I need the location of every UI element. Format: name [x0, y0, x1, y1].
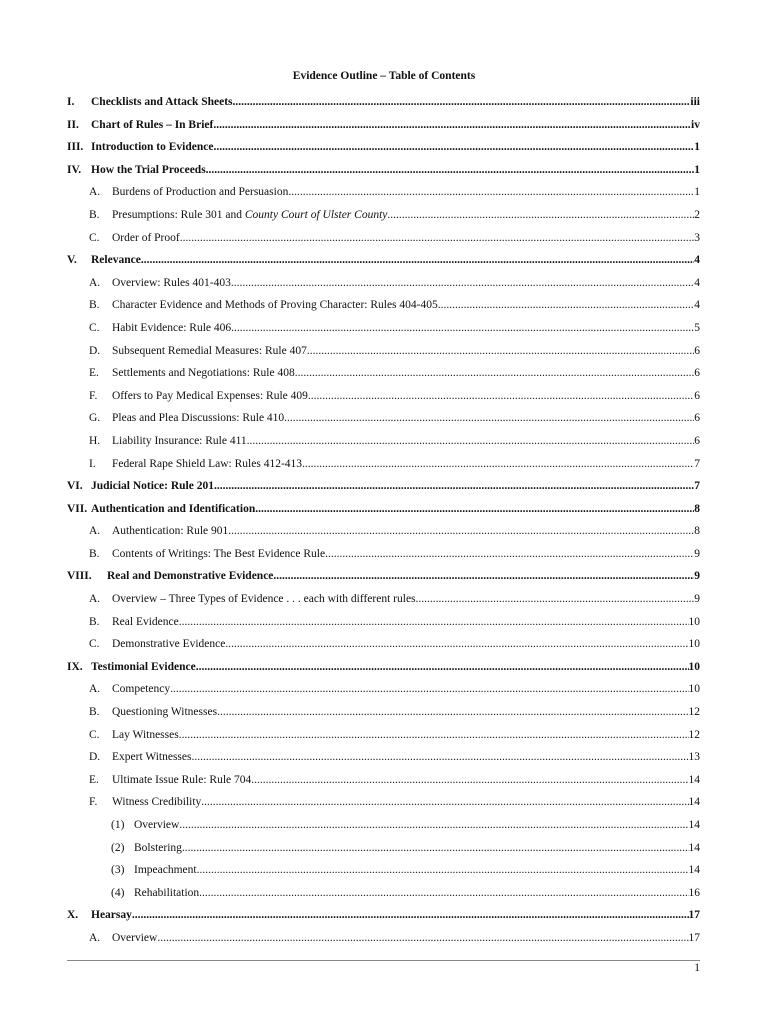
dot-leader [206, 159, 695, 182]
toc-entry-title [112, 633, 225, 656]
toc-entry-title [112, 611, 179, 634]
toc-entry-page: 4 [694, 299, 700, 312]
dot-leader [273, 565, 694, 588]
toc-entry-number: E. [89, 367, 99, 380]
toc-entry-title [112, 272, 231, 295]
dot-leader [233, 91, 691, 114]
toc-entry-title [112, 746, 192, 769]
toc-entry-page: 4 [694, 276, 700, 289]
footer-divider [67, 960, 700, 961]
dot-leader [214, 475, 694, 498]
toc-entry-title-text: Settlements and Negotiations: Rule 408 [112, 367, 295, 380]
toc-entry-number: VII. [67, 502, 88, 515]
toc-entry-title-text: How the Trial Proceeds [91, 163, 206, 176]
dot-leader [231, 272, 694, 295]
toc-entry-page: 1 [694, 186, 700, 199]
page-title: Evidence Outline – Table of Contents [292, 70, 476, 82]
toc-entry[interactable] [67, 204, 700, 227]
dot-leader [247, 430, 695, 453]
dot-leader [201, 791, 688, 814]
toc-entry-number: A. [89, 525, 101, 538]
toc-entry-number: C. [89, 638, 100, 651]
toc-entry-number: B. [89, 706, 100, 719]
toc-entry[interactable] [67, 769, 700, 792]
toc-entry-title-text: Character Evidence and Methods of Proving Character: Rules 404-405 [112, 299, 438, 312]
toc-entry-title-text: Overview: Rules 401-403 [112, 276, 231, 289]
toc-entry[interactable] [67, 520, 700, 543]
toc-entry-number: C. [89, 321, 100, 334]
toc-entry-title-text: Overview – Three Types of Evidence . . . each with different rules [112, 593, 416, 606]
toc-entry-title [112, 701, 217, 724]
toc-entry-page: 1 [694, 141, 700, 154]
toc-entry-number: A. [89, 186, 101, 199]
toc-entry-title [112, 927, 157, 950]
toc-entry-title-text: Overview [134, 819, 180, 831]
toc-entry-title-text: Checklists and Attack Sheets [91, 96, 233, 108]
toc-entry-title [91, 159, 206, 182]
toc-entry-number: C. [89, 728, 100, 741]
toc-entry-title [112, 227, 180, 250]
toc-entry-number: B. [89, 299, 100, 312]
dot-leader [179, 814, 688, 837]
toc-entry-title [112, 769, 251, 792]
toc-entry-title-text: Bolstering [134, 841, 182, 854]
toc-entry-title [112, 385, 308, 408]
toc-entry-page: 17 [688, 909, 700, 922]
toc-entry-title [112, 181, 288, 204]
toc-entry-title [91, 904, 132, 927]
toc-entry-title [112, 204, 387, 227]
toc-entry[interactable] [67, 249, 700, 272]
toc-entry[interactable] [67, 543, 700, 566]
toc-entry-number: VIII. [67, 570, 92, 583]
toc-entry[interactable] [67, 814, 700, 837]
dot-leader [182, 837, 689, 860]
toc-entry-page: 7 [694, 457, 700, 470]
toc-entry-title-text: Judicial Notice: Rule 201 [91, 480, 214, 493]
toc-entry-page: 6 [694, 344, 700, 357]
dot-leader [295, 362, 695, 385]
toc-entry-title [112, 340, 307, 363]
toc-entry-title-text: Authentication and Identification [91, 502, 256, 515]
toc-entry-title-text: Testimonial Evidence [91, 660, 196, 673]
dot-leader [213, 136, 694, 159]
toc-entry-title-text: Hearsay [91, 909, 132, 922]
toc-entry[interactable] [67, 859, 700, 882]
toc-entry-number: F. [89, 389, 98, 402]
toc-entry-number: G. [89, 412, 101, 425]
toc-entry[interactable] [67, 430, 700, 453]
toc-entry-title [112, 543, 325, 566]
toc-entry-number: H. [89, 434, 101, 447]
toc-entry-title [91, 91, 233, 114]
toc-entry-number: F. [89, 796, 98, 809]
dot-leader [132, 904, 689, 927]
toc-entry[interactable] [67, 498, 700, 521]
toc-entry-number: VI. [67, 480, 83, 493]
dot-leader [179, 724, 689, 747]
toc-entry-title-text: Overview [112, 931, 158, 944]
toc-entry-page: 14 [688, 796, 700, 809]
toc-entry-number: X. [67, 909, 79, 922]
dot-leader [196, 656, 689, 679]
toc-entry-title-text: Expert Witnesses [112, 751, 192, 764]
toc-entry-title-italic: County Court of Ulster County [244, 208, 388, 221]
toc-entry[interactable] [67, 746, 700, 769]
toc-entry[interactable] [67, 837, 700, 860]
toc-entry-title [134, 814, 179, 837]
dot-leader [199, 882, 688, 905]
toc-entry-number: B. [89, 547, 100, 560]
toc-entry-title-text: Authentication: Rule 901 [112, 525, 229, 538]
toc-entry-number: IX. [67, 660, 83, 673]
toc-entry[interactable] [67, 927, 700, 950]
toc-entry-title-text: Ultimate Issue Rule: Rule 704 [112, 773, 252, 786]
toc-entry-number: I. [67, 96, 75, 108]
toc-entry-number: I. [89, 457, 96, 470]
toc-entry[interactable] [67, 91, 700, 114]
toc-entry-title-text: Lay Witnesses [112, 728, 179, 741]
toc-entry-number: III. [67, 141, 84, 154]
toc-entry-number: B. [89, 615, 100, 628]
toc-entry[interactable] [67, 317, 700, 340]
dot-leader [141, 249, 694, 272]
toc-entry[interactable] [67, 475, 700, 498]
toc-entry-page: 16 [688, 886, 700, 899]
toc-entry[interactable] [67, 159, 700, 182]
toc-entry-title [107, 565, 273, 588]
toc-entry-title-text: Presumptions: Rule 301 and [112, 208, 245, 221]
toc-entry[interactable] [67, 791, 700, 814]
toc-entry-title [112, 407, 284, 430]
toc-entry-page: 17 [688, 931, 700, 944]
toc-entry-title [112, 520, 228, 543]
toc-entry-title-text: Rehabilitation [134, 886, 200, 899]
dot-leader [308, 385, 694, 408]
dot-leader [284, 407, 694, 430]
toc-entry-number: (2) [111, 841, 125, 854]
toc-entry[interactable] [67, 611, 700, 634]
dot-leader [302, 453, 694, 476]
toc-entry-title [112, 724, 179, 747]
toc-entry-number: E. [89, 773, 99, 786]
toc-entry[interactable] [67, 114, 700, 137]
toc-entry-page: 6 [694, 389, 700, 402]
toc-entry-title [112, 791, 201, 814]
toc-entry-number: A. [89, 276, 101, 289]
toc-entry-title-text: Habit Evidence: Rule 406 [112, 321, 232, 334]
toc-entry-title [112, 430, 247, 453]
dot-leader [255, 498, 694, 521]
dot-leader [225, 633, 688, 656]
toc-entry[interactable] [67, 701, 700, 724]
toc-entry-title-text: Questioning Witnesses [112, 706, 218, 719]
dot-leader [179, 611, 689, 634]
dot-leader [170, 678, 688, 701]
dot-leader [213, 114, 691, 137]
dot-leader [217, 701, 688, 724]
dot-leader [180, 227, 695, 250]
toc-entry[interactable] [67, 453, 700, 476]
toc-entry[interactable] [67, 588, 700, 611]
toc-entry-title-text: Competency [112, 683, 171, 696]
dot-leader [197, 859, 689, 882]
toc-entry-title [112, 678, 170, 701]
dot-leader [157, 927, 688, 950]
toc-entry-title [134, 859, 197, 882]
toc-entry-title-text: Relevance [91, 254, 141, 267]
toc-entry-title-text: Real and Demonstrative Evidence [107, 570, 274, 583]
toc-entry-page: 6 [694, 434, 700, 447]
toc-entry[interactable] [67, 724, 700, 747]
toc-entry-number: D. [89, 751, 101, 764]
toc-entry-title [91, 498, 255, 521]
toc-entry-title [112, 294, 438, 317]
toc-entry-title [91, 656, 196, 679]
toc-entry-page: 12 [688, 706, 700, 719]
toc-entry-number: IV. [67, 163, 82, 176]
dot-leader [438, 294, 695, 317]
toc-entry-page: 13 [688, 751, 700, 764]
toc-entry-title-text: Real Evidence [112, 615, 179, 628]
toc-entry-page: 2 [694, 208, 700, 221]
toc-entry-page: 8 [694, 525, 700, 538]
dot-leader [325, 543, 694, 566]
toc-entry-number: A. [89, 931, 101, 944]
toc-entry-title-text: Demonstrative Evidence [112, 638, 226, 651]
toc-entry-title [91, 475, 214, 498]
toc-entry-title-text: Pleas and Plea Discussions: Rule 410 [112, 412, 285, 425]
toc-entry[interactable] [67, 362, 700, 385]
toc-entry-title [112, 453, 302, 476]
toc-entry-number: A. [89, 593, 101, 606]
toc-entry-page: 8 [694, 502, 700, 515]
toc-entry-page: 6 [694, 412, 700, 425]
toc-entry-page: 14 [688, 773, 700, 786]
toc-entry-title-text: Liability Insurance: Rule 411 [112, 434, 247, 447]
toc-entry-page: 9 [694, 593, 700, 606]
toc-entry-page: 9 [694, 570, 700, 583]
toc-entry-title-text: Order of Proof [112, 231, 180, 244]
toc-entry[interactable] [67, 678, 700, 701]
toc-entry-title-text: Witness Credibility [112, 796, 202, 809]
toc-entry-page: 1 [694, 163, 700, 176]
toc-entry[interactable] [67, 882, 700, 905]
toc-entry-number: D. [89, 344, 101, 357]
toc-entry-page: 4 [694, 254, 700, 267]
toc-entry-page: 14 [688, 864, 700, 877]
toc-entry-title-text: Offers to Pay Medical Expenses: Rule 409 [112, 389, 308, 402]
toc-entry-number: V. [67, 254, 77, 267]
toc-entry[interactable] [67, 294, 700, 317]
toc-entry-number: C. [89, 231, 100, 244]
toc-entry-title [112, 317, 231, 340]
toc-entry[interactable] [67, 633, 700, 656]
toc-entry-page: 5 [694, 321, 700, 334]
dot-leader [307, 340, 694, 363]
toc-entry-page: 3 [694, 231, 700, 244]
toc-entry-page: 12 [688, 728, 700, 741]
dot-leader [387, 204, 694, 227]
toc-entry-title [112, 362, 295, 385]
toc-entry[interactable] [67, 656, 700, 679]
table-of-contents [67, 91, 700, 950]
toc-entry[interactable] [67, 904, 700, 927]
toc-entry-title [134, 837, 182, 860]
toc-entry-title [91, 114, 213, 137]
toc-entry-page: iii [690, 96, 700, 108]
dot-leader [251, 769, 688, 792]
toc-entry-number: B. [89, 208, 100, 221]
toc-entry-number: A. [89, 683, 101, 696]
dot-leader [192, 746, 689, 769]
footer-page-number: 1 [694, 962, 700, 974]
dot-leader [416, 588, 695, 611]
toc-entry-number: (4) [111, 886, 125, 899]
toc-entry-title-text: Burdens of Production and Persuasion [112, 186, 289, 199]
toc-entry-number: II. [67, 118, 79, 131]
toc-entry[interactable] [67, 565, 700, 588]
toc-entry-title-text: Contents of Writings: The Best Evidence Rule [112, 547, 326, 560]
toc-entry-title [134, 882, 199, 905]
toc-entry-title-text: Introduction to Evidence [91, 141, 214, 154]
dot-leader [228, 520, 694, 543]
toc-entry-page: iv [691, 118, 700, 131]
toc-entry-page: 14 [688, 841, 700, 854]
toc-entry-page: 7 [694, 480, 700, 493]
toc-entry[interactable] [67, 227, 700, 250]
toc-entry-page: 10 [688, 615, 700, 628]
toc-entry-page: 10 [688, 638, 700, 651]
toc-entry[interactable] [67, 136, 700, 159]
toc-entry-number: (3) [111, 864, 125, 877]
toc-entry-title [112, 588, 416, 611]
toc-entry-title-text: Impeachment [134, 864, 197, 877]
toc-entry[interactable] [67, 272, 700, 295]
toc-entry[interactable] [67, 407, 700, 430]
toc-entry-title [91, 249, 141, 272]
toc-entry[interactable] [67, 181, 700, 204]
toc-entry-page: 10 [688, 660, 700, 673]
toc-entry-page: 9 [694, 547, 700, 560]
toc-entry[interactable] [67, 385, 700, 408]
toc-entry-page: 6 [694, 367, 700, 380]
toc-entry-title-text: Chart of Rules – In Brief [91, 118, 214, 131]
toc-entry-page: 14 [688, 819, 700, 831]
toc-entry[interactable] [67, 340, 700, 363]
dot-leader [231, 317, 694, 340]
toc-entry-number: (1) [111, 819, 125, 831]
dot-leader [288, 181, 694, 204]
toc-entry-title [91, 136, 213, 159]
toc-entry-title-text: Subsequent Remedial Measures: Rule 407 [112, 344, 307, 357]
toc-entry-page: 10 [688, 683, 700, 696]
toc-entry-title-text: Federal Rape Shield Law: Rules 412-413 [112, 457, 303, 470]
